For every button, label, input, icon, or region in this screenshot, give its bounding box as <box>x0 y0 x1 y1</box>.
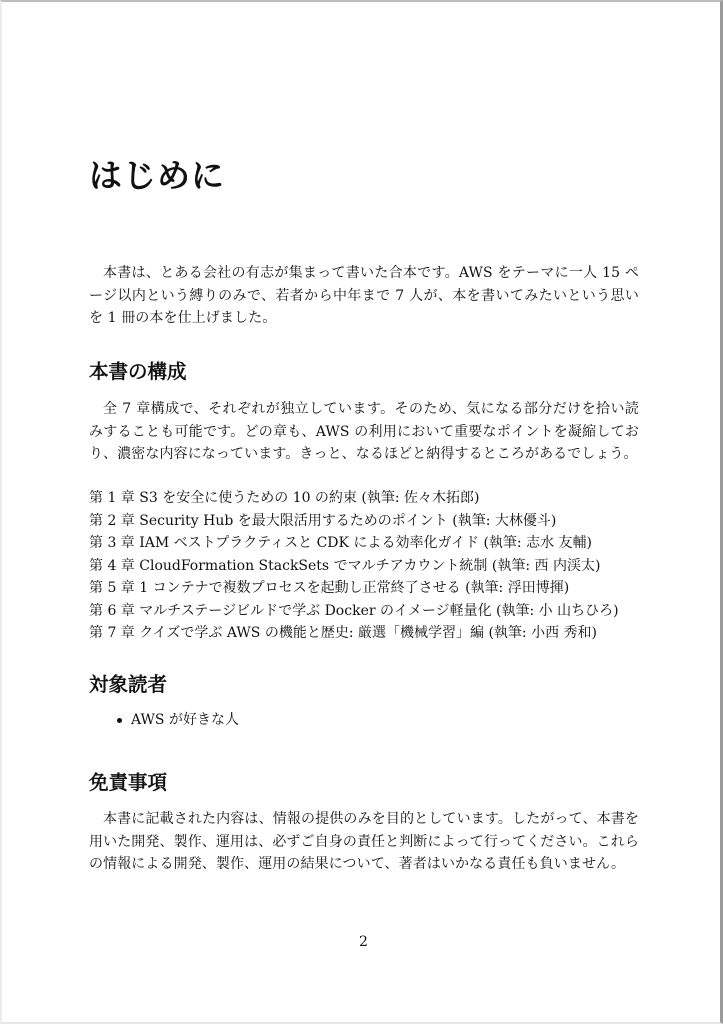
disclaimer-paragraph: 本書に記載された内容は、情報の提供のみを目的としています。したがって、本書を用いた開発、製作、運用は、必ずご自身の責任と判断によって行ってください。これらの情報による開発、製作、運用の結果について、著者はいかなる責任も負いません。 <box>89 811 639 872</box>
section-heading-audience: 対象読者 <box>89 673 168 696</box>
audience-list-item <box>89 709 239 732</box>
chapter-item: 第 7 章 クイズで学ぶ AWS の機能と歴史: 厳選「機械学習」編 (執筆: 小西 秀和) <box>89 625 597 641</box>
page-number: 2 <box>359 934 368 950</box>
intro-paragraph: 本書は、とある会社の有志が集まって書いた合本です。AWS をテーマに一人 15 ページ以内という縛りのみで、若者から中年まで 7 人が、本を書いてみたいという思いを 1 冊の本を仕上げました。 <box>89 265 639 326</box>
structure-paragraph: 全 7 章構成で、それぞれが独立しています。そのため、気になる部分だけを拾い読みすることも可能です。どの章も、AWS の利用において重要なポイントを凝縮しており、濃密な内容になっています。きっと、なるほどと納得するところがあるでしょう。 <box>89 401 639 462</box>
section-heading-disclaimer: 免責事項 <box>89 771 168 794</box>
chapter-item: 第 2 章 Security Hub を最大限活用するためのポイント (執筆: 大林優斗) <box>89 512 557 529</box>
chapter-item: 第 1 章 S3 を安全に使うための 10 の約束 (執筆: 佐々木拓郎) <box>89 490 480 506</box>
bullet-icon <box>117 718 122 723</box>
section-heading-structure: 本書の構成 <box>89 360 187 383</box>
chapter-item: 第 5 章 1 コンテナで複数プロセスを起動し正常終了させる (執筆: 浮田博揮) <box>89 580 570 596</box>
chapter-item: 第 4 章 CloudFormation StackSets でマルチアカウント統制 (執筆: 西 内渓太) <box>89 557 601 574</box>
page-title: はじめに <box>89 156 225 195</box>
audience-list <box>89 709 239 732</box>
chapter-list <box>89 487 649 645</box>
chapter-item: 第 6 章 マルチステージビルドで学ぶ Docker のイメージ軽量化 (執筆: 小 山ちひろ) <box>89 602 619 619</box>
audience-item-text: AWS が好きな人 <box>131 712 239 728</box>
chapter-item: 第 3 章 IAM ベストプラクティスと CDK による効率化ガイド (執筆: 志水 友輔) <box>89 535 593 551</box>
